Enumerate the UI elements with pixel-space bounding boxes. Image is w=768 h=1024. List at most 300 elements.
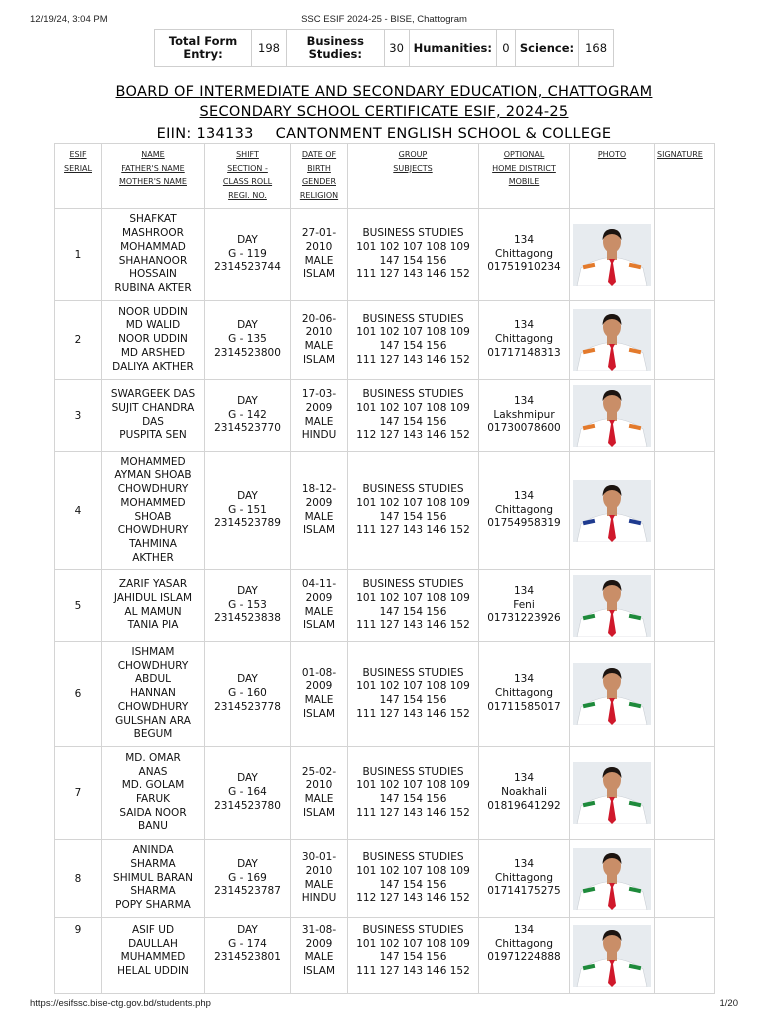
group-subjects-line: 147 154 156: [379, 254, 447, 267]
dob-gender-religion-line: 20-06-: [301, 312, 337, 325]
dob-gender-religion: [291, 642, 348, 747]
group-subjects-line: BUSINESS STUDIES: [362, 312, 464, 325]
esif-serial: 8: [55, 840, 102, 918]
group-subjects-line: 147 154 156: [379, 340, 447, 352]
student-photo-figure: [573, 480, 651, 542]
dob-gender-religion-line: 27-01-: [301, 227, 337, 240]
optional-district-mobile-line: 134: [513, 584, 535, 597]
optional-district-mobile-line: 134: [513, 673, 535, 686]
board-title: BOARD OF INTERMEDIATE AND SECONDARY EDUCATION, CHATTOGRAM: [115, 84, 653, 100]
dob-gender-religion: [291, 380, 348, 452]
group-subjects-line: BUSINESS STUDIES: [362, 578, 464, 591]
table-row: [55, 642, 715, 747]
student-names-line: JAHIDUL ISLAM: [113, 591, 193, 604]
student-names-line: NOOR UDDIN: [118, 305, 188, 318]
student-names-line: DALIYA AKTHER: [112, 360, 194, 373]
table-row: [55, 918, 715, 994]
optional-district-mobile-line: 134: [513, 857, 535, 870]
optional-district-mobile-line: 01711585017: [487, 700, 561, 713]
student-names-line: GULSHAN ARA: [115, 714, 191, 727]
student-names-line: MD ARSHED: [120, 346, 186, 359]
group-subjects: [348, 301, 479, 380]
print-footer: [0, 998, 768, 1010]
group-subjects-line: 147 154 156: [379, 694, 447, 706]
dob-gender-religion: [291, 570, 348, 642]
student-photo-figure: [573, 762, 651, 824]
table-row: [55, 840, 715, 918]
table-header-row: [55, 144, 715, 209]
student-names-line: FARUK: [135, 793, 171, 805]
humanities-value: 0: [496, 30, 515, 67]
signature-cell: [655, 209, 715, 301]
optional-district-mobile-line: Chittagong: [495, 333, 553, 346]
dob-gender-religion-line: ISLAM: [302, 268, 336, 281]
optional-district-mobile: [479, 747, 570, 840]
dob-gender-religion: [291, 918, 348, 994]
student-photo-cell: [570, 840, 655, 918]
shift-section-roll-regi-line: 2314523800: [214, 346, 281, 359]
optional-district-mobile: [479, 209, 570, 301]
optional-district-mobile-line: 01971224888: [487, 951, 561, 964]
group-subjects: [348, 209, 479, 301]
group-subjects-line: BUSINESS STUDIES: [362, 483, 464, 496]
student-photo-cell: [570, 642, 655, 747]
shift-section-roll-regi: [205, 570, 291, 642]
student-names: [102, 747, 205, 840]
dob-gender-religion: [291, 747, 348, 840]
optional-district-mobile: [479, 570, 570, 642]
student-photo: [573, 385, 651, 447]
col-header-name: NAME FATHER'S NAME MOTHER'S NAME: [102, 144, 205, 209]
student-photo-figure: [573, 848, 651, 910]
shift-section-roll-regi-line: DAY: [237, 233, 258, 246]
col-header-serial: ESIF SERIAL: [55, 144, 102, 209]
group-subjects-line: BUSINESS STUDIES: [362, 851, 464, 864]
student-names-line: CHOWDHURY: [117, 483, 189, 496]
group-subjects-line: 147 154 156: [379, 951, 447, 964]
group-subjects-line: 147 154 156: [379, 415, 447, 428]
student-names-line: NOOR UDDIN: [118, 333, 188, 346]
student-names-line: HOSSAIN: [129, 268, 177, 281]
table-row: [55, 747, 715, 840]
dob-gender-religion-line: 2009: [305, 680, 333, 693]
dob-gender-religion-line: MALE: [304, 510, 334, 523]
student-photo: [573, 309, 651, 371]
student-names: [102, 642, 205, 747]
shift-section-roll-regi-line: DAY: [237, 489, 258, 502]
optional-district-mobile-line: 01714175275: [487, 885, 561, 898]
student-names-line: BANU: [138, 820, 168, 833]
student-names-line: RUBINA AKTER: [114, 281, 192, 294]
shift-section-roll-regi: [205, 209, 291, 301]
shift-section-roll-regi-line: G - 119: [228, 247, 267, 260]
student-photo: [573, 575, 651, 637]
student-names-line: ABDUL: [134, 673, 171, 686]
dob-gender-religion-line: 04-11-: [301, 578, 337, 591]
dob-gender-religion-line: 25-02-: [301, 765, 337, 778]
shift-section-roll-regi: [205, 452, 291, 570]
esif-serial: 9: [55, 918, 102, 994]
group-subjects-line: 111 127 143 146 152: [356, 707, 470, 720]
col-header-photo: PHOTO: [570, 144, 655, 209]
dob-gender-religion-line: MALE: [304, 415, 334, 428]
student-photo-figure: [573, 224, 651, 286]
student-names-line: SHAHANOOR: [118, 254, 188, 267]
student-names-line: CHOWDHURY: [117, 700, 189, 713]
shift-section-roll-regi-line: 2314523787: [214, 885, 281, 898]
total-form-entry-label: Total Form Entry:: [155, 30, 252, 67]
student-names-line: MASHROOR: [122, 227, 184, 240]
dob-gender-religion: [291, 301, 348, 380]
shift-section-roll-regi-line: G - 169: [228, 871, 267, 884]
student-photo-cell: [570, 380, 655, 452]
shift-section-roll-regi-line: 2314523789: [214, 517, 281, 530]
dob-gender-religion-line: 01-08-: [301, 666, 337, 679]
col-header-shift: SHIFT SECTION - CLASS ROLL REGI. NO.: [205, 144, 291, 209]
shift-section-roll-regi-line: 2314523801: [214, 951, 281, 964]
group-subjects-line: 111 127 143 146 152: [356, 353, 470, 366]
esif-serial: 1: [55, 209, 102, 301]
dob-gender-religion: [291, 452, 348, 570]
student-names-line: MUHAMMED: [120, 951, 186, 964]
optional-district-mobile-line: 01754958319: [487, 517, 561, 530]
optional-district-mobile-line: Chittagong: [495, 247, 553, 260]
student-names: [102, 301, 205, 380]
optional-district-mobile-line: 134: [513, 394, 535, 407]
student-names-line: SHOAB: [134, 510, 172, 523]
student-photo-cell: [570, 209, 655, 301]
student-names-line: SUJIT CHANDRA: [111, 401, 195, 414]
student-names-line: ISHMAM: [131, 646, 175, 659]
dob-gender-religion-line: MALE: [304, 605, 334, 618]
signature-cell: [655, 840, 715, 918]
student-photo-cell: [570, 570, 655, 642]
group-subjects-line: BUSINESS STUDIES: [362, 388, 464, 401]
shift-section-roll-regi-line: G - 151: [228, 503, 267, 516]
optional-district-mobile: [479, 380, 570, 452]
student-photo-figure: [573, 663, 651, 725]
dob-gender-religion-line: 2010: [305, 779, 333, 792]
student-names-line: ANINDA: [132, 844, 174, 857]
school-name: CANTONMENT ENGLISH SCHOOL & COLLEGE: [275, 126, 612, 142]
student-photo-cell: [570, 747, 655, 840]
optional-district-mobile-line: 134: [513, 924, 535, 936]
group-subjects-line: BUSINESS STUDIES: [362, 924, 464, 936]
group-subjects: [348, 642, 479, 747]
student-names-line: CHOWDHURY: [117, 659, 189, 672]
optional-district-mobile-line: Chittagong: [495, 871, 553, 884]
student-names-line: PUSPITA SEN: [119, 429, 187, 442]
signature-cell: [655, 380, 715, 452]
dob-gender-religion: [291, 209, 348, 301]
student-names-line: SHIMUL BARAN: [113, 871, 193, 884]
group-subjects-line: 111 127 143 146 152: [356, 619, 470, 632]
shift-section-roll-regi-line: DAY: [237, 584, 258, 597]
dob-gender-religion-line: MALE: [304, 340, 334, 352]
group-subjects-line: BUSINESS STUDIES: [362, 227, 464, 240]
signature-cell: [655, 301, 715, 380]
shift-section-roll-regi-line: DAY: [237, 673, 258, 686]
optional-district-mobile-line: Feni: [513, 598, 535, 611]
col-header-dob: DATE OF BIRTH GENDER RELIGION: [291, 144, 348, 209]
group-subjects-line: 111 127 143 146 152: [356, 268, 470, 281]
student-names-line: SHAFKAT: [129, 213, 177, 226]
dob-gender-religion-line: MALE: [304, 793, 334, 805]
student-photo: [573, 480, 651, 542]
group-subjects-line: 112 127 143 146 152: [356, 429, 470, 442]
print-header: [0, 14, 768, 26]
group-subjects-line: BUSINESS STUDIES: [362, 765, 464, 778]
exam-title: SECONDARY SCHOOL CERTIFICATE ESIF, 2024-25: [199, 104, 569, 120]
student-names-line: SAIDA NOOR: [119, 806, 187, 819]
optional-district-mobile-line: Chittagong: [495, 687, 553, 700]
shift-section-roll-regi-line: DAY: [237, 857, 258, 870]
form-entry-summary: [154, 29, 614, 67]
optional-district-mobile-line: Noakhali: [501, 786, 547, 799]
dob-gender-religion-line: 2009: [305, 937, 333, 950]
group-subjects: [348, 840, 479, 918]
optional-district-mobile-line: Chittagong: [495, 937, 553, 950]
dob-gender-religion-line: ISLAM: [302, 353, 336, 366]
shift-section-roll-regi-line: DAY: [237, 924, 258, 936]
group-subjects: [348, 918, 479, 994]
shift-section-roll-regi-line: DAY: [237, 394, 258, 407]
shift-section-roll-regi: [205, 380, 291, 452]
dob-gender-religion-line: ISLAM: [302, 707, 336, 720]
optional-district-mobile-line: 01751910234: [487, 261, 561, 274]
student-names-line: MD WALID: [125, 319, 181, 332]
student-photo-figure: [573, 925, 651, 987]
student-photo: [573, 224, 651, 286]
group-subjects: [348, 380, 479, 452]
shift-section-roll-regi-line: G - 153: [228, 598, 267, 611]
student-photo: [573, 848, 651, 910]
optional-district-mobile-line: 01819641292: [487, 799, 561, 812]
student-names-line: POPY SHARMA: [115, 899, 191, 912]
dob-gender-religion-line: HINDU: [301, 892, 337, 905]
shift-section-roll-regi-line: 2314523838: [214, 612, 281, 625]
group-subjects-line: 101 102 107 108 109: [356, 591, 470, 604]
signature-cell: [655, 918, 715, 994]
group-subjects-line: 147 154 156: [379, 878, 447, 891]
dob-gender-religion-line: 18-12-: [301, 483, 337, 496]
shift-section-roll-regi-line: G - 174: [228, 937, 267, 950]
table-row: [55, 452, 715, 570]
dob-gender-religion-line: 2010: [305, 326, 333, 339]
dob-gender-religion-line: HINDU: [301, 429, 337, 442]
student-names: [102, 380, 205, 452]
student-names-line: MD. GOLAM: [121, 779, 185, 792]
shift-section-roll-regi-line: DAY: [237, 319, 258, 332]
shift-section-roll-regi: [205, 642, 291, 747]
student-names: [102, 452, 205, 570]
print-page-number: 1/20: [719, 998, 738, 1009]
group-subjects-line: 111 127 143 146 152: [356, 806, 470, 819]
student-names-line: BEGUM: [133, 728, 173, 741]
esif-serial: 4: [55, 452, 102, 570]
student-names-line: HELAL UDDIN: [117, 965, 189, 978]
group-subjects: [348, 570, 479, 642]
optional-district-mobile: [479, 452, 570, 570]
optional-district-mobile-line: 01731223926: [487, 612, 561, 625]
shift-section-roll-regi-line: G - 142: [228, 408, 267, 421]
student-names-line: ZARIF YASAR: [118, 578, 188, 591]
shift-section-roll-regi-line: G - 164: [228, 786, 267, 799]
shift-section-roll-regi: [205, 840, 291, 918]
group-subjects-line: BUSINESS STUDIES: [362, 666, 464, 679]
student-names-line: MOHAMMED: [120, 455, 186, 468]
shift-section-roll-regi-line: 2314523778: [214, 700, 281, 713]
student-photo-cell: [570, 918, 655, 994]
signature-cell: [655, 452, 715, 570]
dob-gender-religion-line: MALE: [304, 254, 334, 267]
shift-section-roll-regi-line: G - 160: [228, 687, 267, 700]
group-subjects-line: 101 102 107 108 109: [356, 326, 470, 339]
table-row: [55, 570, 715, 642]
shift-section-roll-regi-line: G - 135: [228, 333, 267, 346]
group-subjects-line: 101 102 107 108 109: [356, 779, 470, 792]
signature-cell: [655, 747, 715, 840]
dob-gender-religion-line: 30-01-: [301, 851, 337, 864]
group-subjects-line: 111 127 143 146 152: [356, 524, 470, 537]
group-subjects-line: 101 102 107 108 109: [356, 937, 470, 950]
science-value: 168: [579, 30, 614, 67]
col-header-signature: SIGNATURE: [655, 144, 715, 209]
optional-district-mobile-line: 134: [513, 319, 535, 332]
dob-gender-religion-line: 17-03-: [301, 388, 337, 401]
group-subjects-line: 101 102 107 108 109: [356, 680, 470, 693]
total-form-entry-value: 198: [252, 30, 287, 67]
student-names-line: HANNAN: [130, 687, 176, 700]
group-subjects-line: 101 102 107 108 109: [356, 401, 470, 414]
esif-serial: 6: [55, 642, 102, 747]
optional-district-mobile: [479, 840, 570, 918]
group-subjects-line: 147 154 156: [379, 605, 447, 618]
shift-section-roll-regi-line: 2314523780: [214, 799, 281, 812]
student-photo-figure: [573, 309, 651, 371]
student-names-line: DAS: [142, 415, 164, 428]
business-studies-label: Business Studies:: [286, 30, 384, 67]
shift-section-roll-regi: [205, 747, 291, 840]
group-subjects-line: 101 102 107 108 109: [356, 240, 470, 253]
student-names: [102, 840, 205, 918]
dob-gender-religion: [291, 840, 348, 918]
esif-serial: 7: [55, 747, 102, 840]
optional-district-mobile-line: 01717148313: [487, 346, 561, 359]
student-names-line: DAULLAH: [128, 937, 178, 950]
student-names-line: MOHAMMAD: [120, 240, 186, 253]
group-subjects-line: 111 127 143 146 152: [356, 965, 470, 978]
dob-gender-religion-line: ISLAM: [302, 806, 336, 819]
student-names: [102, 209, 205, 301]
optional-district-mobile: [479, 642, 570, 747]
dob-gender-religion-line: ISLAM: [302, 965, 336, 978]
student-photo: [573, 925, 651, 987]
col-header-group: GROUP SUBJECTS: [348, 144, 479, 209]
optional-district-mobile: [479, 301, 570, 380]
dob-gender-religion-line: MALE: [304, 694, 334, 706]
signature-cell: [655, 570, 715, 642]
signature-cell: [655, 642, 715, 747]
table-row: [55, 380, 715, 452]
shift-section-roll-regi-line: 2314523770: [214, 422, 281, 435]
shift-section-roll-regi-line: 2314523744: [214, 261, 281, 274]
optional-district-mobile: [479, 918, 570, 994]
dob-gender-religion-line: MALE: [304, 878, 334, 891]
optional-district-mobile-line: 01730078600: [487, 422, 561, 435]
group-subjects: [348, 747, 479, 840]
student-photo: [573, 762, 651, 824]
optional-district-mobile-line: 134: [513, 489, 535, 502]
print-url: https://esifssc.bise-ctg.gov.bd/students.php: [30, 998, 211, 1009]
student-photo: [573, 663, 651, 725]
dob-gender-religion-line: ISLAM: [302, 524, 336, 537]
group-subjects-line: 101 102 107 108 109: [356, 496, 470, 509]
shift-section-roll-regi: [205, 301, 291, 380]
group-subjects-line: 112 127 143 146 152: [356, 892, 470, 905]
humanities-label: Humanities:: [409, 30, 496, 67]
student-names: [102, 918, 205, 994]
student-names-line: SHARMA: [130, 885, 176, 898]
dob-gender-religion-line: MALE: [304, 951, 334, 964]
students-table: [54, 143, 715, 994]
student-names-line: SHARMA: [130, 857, 176, 870]
student-names-line: CHOWDHURY: [117, 524, 189, 537]
student-photo-cell: [570, 301, 655, 380]
table-row: [55, 301, 715, 380]
optional-district-mobile-line: 134: [513, 233, 535, 246]
student-names-line: AL MAMUN: [124, 605, 182, 618]
student-names-line: MD. OMAR: [125, 751, 181, 764]
group-subjects-line: 147 154 156: [379, 510, 447, 523]
shift-section-roll-regi: [205, 918, 291, 994]
science-label: Science:: [515, 30, 578, 67]
print-page-title: SSC ESIF 2024-25 - BISE, Chattogram: [301, 14, 467, 25]
student-photo-figure: [573, 575, 651, 637]
optional-district-mobile-line: 134: [513, 772, 535, 785]
shift-section-roll-regi-line: DAY: [237, 772, 258, 785]
col-header-optional: OPTIONAL HOME DISTRICT MOBILE: [479, 144, 570, 209]
dob-gender-religion-line: 2009: [305, 496, 333, 509]
dob-gender-religion-line: 31-08-: [301, 924, 337, 936]
dob-gender-religion-line: ISLAM: [302, 619, 336, 632]
student-photo-figure: [573, 385, 651, 447]
print-datetime: 12/19/24, 3:04 PM: [30, 14, 108, 25]
table-row: [55, 209, 715, 301]
dob-gender-religion-line: 2009: [305, 401, 333, 414]
esif-serial: 3: [55, 380, 102, 452]
student-names-line: TANIA PIA: [127, 619, 179, 632]
student-names-line: TAHMINA: [129, 537, 177, 550]
esif-serial: 5: [55, 570, 102, 642]
student-names-line: AKTHER: [132, 551, 174, 564]
group-subjects-line: 101 102 107 108 109: [356, 864, 470, 877]
group-subjects: [348, 452, 479, 570]
eiin-number: EIIN: 134133: [156, 126, 254, 142]
dob-gender-religion-line: 2009: [305, 591, 333, 604]
student-names-line: SWARGEEK DAS: [110, 388, 196, 401]
dob-gender-religion-line: 2010: [305, 240, 333, 253]
document-titles: [0, 82, 768, 146]
student-names: [102, 570, 205, 642]
dob-gender-religion-line: 2010: [305, 864, 333, 877]
esif-serial: 2: [55, 301, 102, 380]
student-names-line: ANAS: [138, 765, 168, 778]
student-photo-cell: [570, 452, 655, 570]
optional-district-mobile-line: Lakshmipur: [493, 408, 555, 421]
student-names-line: AYMAN SHOAB: [114, 469, 192, 482]
group-subjects-line: 147 154 156: [379, 793, 447, 805]
